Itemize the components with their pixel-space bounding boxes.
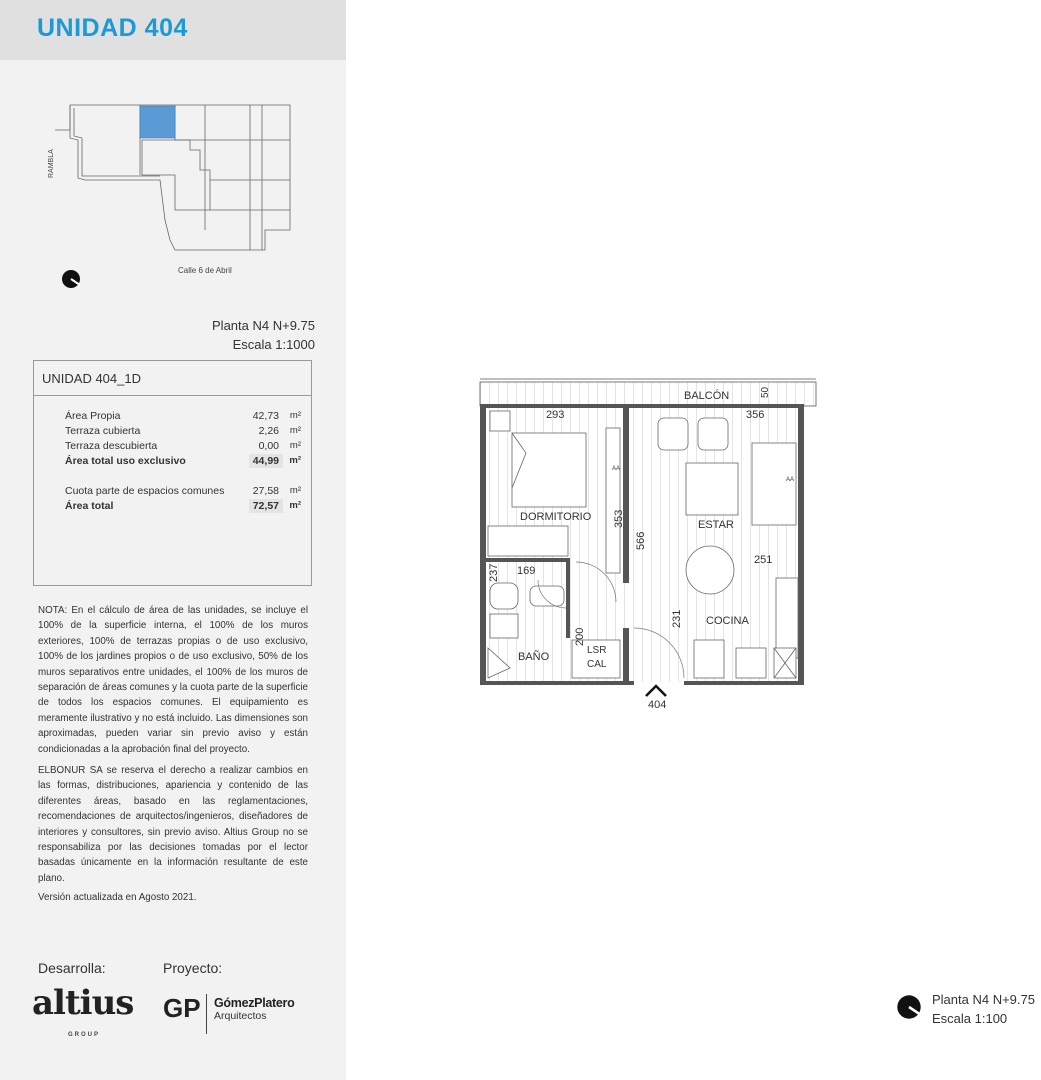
area-label: Terraza cubierta: [65, 425, 141, 437]
chair-left: [658, 418, 688, 450]
floor-plan: [476, 378, 822, 713]
label-bano: BAÑO: [518, 651, 550, 663]
area-label: Área total: [65, 500, 114, 512]
area-value: 0,00: [258, 440, 279, 452]
architect-label: Proyecto:: [163, 960, 223, 976]
area-value: 27,58: [252, 485, 279, 497]
altius-logo: altius: [32, 983, 134, 1023]
key-plan-level: Planta N4 N+9.75: [212, 318, 315, 333]
altius-group-text: GROUP: [68, 1032, 101, 1038]
unit-title: UNIDAD 404: [37, 14, 188, 42]
version-note: Versión actualizada en Agosto 2021.: [38, 892, 197, 903]
dim-200: 200: [574, 627, 586, 646]
area-row: [65, 424, 301, 438]
bath-side-wall: [566, 558, 570, 638]
east-wall: [798, 404, 804, 684]
north-wall: [480, 404, 804, 408]
dim-251: 251: [754, 554, 773, 566]
floor-plan-level: Planta N4 N+9.75: [932, 992, 1035, 1007]
area-unit: m²: [289, 500, 301, 511]
area-unit: m²: [289, 425, 301, 436]
dim-353: 353: [613, 509, 625, 528]
label-lsr: LSR: [587, 645, 607, 656]
entrance-arrow-icon: [646, 686, 666, 696]
north-compass-icon: [61, 269, 81, 289]
gp-name: GómezPlatero: [214, 996, 295, 1010]
wardrobe: [488, 526, 568, 556]
south-wall-west: [480, 681, 634, 685]
dim-169: 169: [517, 565, 536, 577]
label-balcon: BALCÓN: [684, 390, 730, 402]
area-unit: m²: [289, 455, 301, 466]
partition-wall: [623, 408, 629, 583]
gp-logo: GP: [163, 993, 201, 1023]
dim-566: 566: [635, 531, 647, 550]
fridge: [694, 640, 724, 678]
chair-right: [698, 418, 728, 450]
coffee-table: [686, 463, 738, 515]
floor-plan-caption: [932, 990, 1035, 1028]
dim-293: 293: [546, 409, 565, 421]
dim-50: 50: [760, 386, 771, 398]
sofa: [752, 443, 796, 525]
info-sidebar: [0, 0, 346, 1080]
area-value: 42,73: [252, 410, 279, 422]
dim-237: 237: [488, 563, 500, 582]
dim-231: 231: [671, 609, 683, 628]
area-label: Cuota parte de espacios comunes: [65, 485, 225, 497]
rambla-label: RAMBLA: [48, 149, 55, 178]
unit-number-label: 404: [648, 699, 667, 711]
kitchen-counter: [776, 578, 798, 658]
label-cocina: COCINA: [706, 615, 749, 627]
key-plan-caption: [212, 316, 315, 354]
north-compass-icon: [896, 994, 922, 1020]
area-value: 44,99: [249, 454, 283, 468]
label-dormitorio: DORMITORIO: [520, 511, 592, 523]
bath-wall: [486, 558, 566, 562]
area-row: [65, 484, 301, 498]
wardrobe-side: [606, 428, 620, 573]
developer-label: Desarrolla:: [38, 960, 106, 976]
bed: [512, 433, 586, 507]
area-row-total-exclusive: [65, 454, 301, 468]
area-row-total: [65, 499, 301, 513]
partition-wall-lower: [623, 628, 629, 683]
west-wall: [480, 404, 486, 684]
label-cal: CAL: [587, 659, 607, 670]
nightstand: [490, 411, 510, 431]
label-estar: ESTAR: [698, 519, 734, 531]
area-value: 2,26: [258, 425, 279, 437]
area-row: [65, 409, 301, 423]
title-bar: [0, 0, 346, 60]
floor-plan-scale: Escala 1:100: [932, 1011, 1008, 1026]
area-label: Área Propia: [65, 410, 121, 422]
key-plan-scale: Escala 1:1000: [232, 337, 315, 352]
street-label: Calle 6 de Abril: [178, 266, 232, 275]
area-unit: m²: [289, 410, 301, 421]
washbasin: [530, 586, 564, 606]
shower: [490, 614, 518, 638]
area-row: [65, 439, 301, 453]
area-unit: m²: [289, 485, 301, 496]
south-wall-east: [684, 681, 804, 685]
area-label: Terraza descubierta: [65, 440, 158, 452]
gp-subtitle: Arquitectos: [214, 1010, 267, 1022]
label-aa-dormitorio: AA: [612, 466, 621, 472]
sink: [736, 648, 766, 678]
area-label: Área total uso exclusivo: [65, 455, 186, 467]
toilet: [490, 583, 518, 609]
area-value: 72,57: [249, 499, 283, 513]
dining-table: [686, 546, 734, 594]
area-unit: m²: [289, 440, 301, 451]
rights-disclaimer: ELBONUR SA se reserva el derecho a realizar cambios en las formas, distribuciones, apariencia y contenido de las diferentes áreas, basado en las reglamentaciones, recomendaciones de arquitectos/ingenieros, diseñadores de interiores y consultores, sin previo aviso. Altius Group no se responsabiliza por las decisiones tomadas por el lector basadas únicamente en la información resultante de este plano.: [38, 765, 308, 884]
gp-divider: [206, 994, 207, 1034]
summary-heading: UNIDAD 404_1D: [34, 361, 311, 396]
area-summary-box: [33, 360, 312, 586]
key-plan-map: [50, 100, 310, 280]
label-aa-estar: AA: [786, 477, 795, 483]
unit-highlight: [140, 106, 175, 138]
area-disclaimer: NOTA: En el cálculo de área de las unidades, se incluye el 100% de la superficie interna, el 100% de los muros exteriores, 100% de terrazas propias o de uso exclusivo, 100% de los jardines propios o de uso exclusivo, 50% de los muros separativos entre unidades, el 100% de los muros de separación de áreas comunes y la cuota parte de la superficie de todos los espacios comunes. El equipamiento es meramente ilustrativo y no está incluido. Las dimensiones son aproximadas, pueden variar sin previo aviso y están condicionadas a la aprobación final del proyecto.: [38, 605, 308, 755]
dim-356: 356: [746, 409, 765, 421]
